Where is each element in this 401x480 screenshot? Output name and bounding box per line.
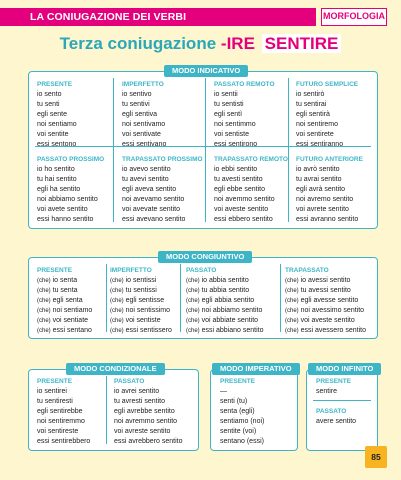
verb-form <box>214 100 275 110</box>
indicativo-tense-column <box>122 80 166 151</box>
verb-form <box>122 130 166 140</box>
verb-form-text: tu avrai sentito <box>296 176 342 184</box>
verb-form-text: essi hanno sentito <box>37 216 94 224</box>
verb-form-text: egli sentiva <box>122 111 158 119</box>
verb-form <box>296 175 363 185</box>
verb-form <box>37 437 90 447</box>
verb-form-text: voi avreste sentito <box>114 428 171 436</box>
verb-form-text: egli ebbe sentito <box>214 186 265 194</box>
tense-heading: FUTURO ANTERIORE <box>296 156 363 163</box>
condizionale-tense-column <box>37 377 90 448</box>
verb-form-text: tu avessi sentito <box>300 287 351 295</box>
verb-form-text: voi sentiste <box>214 131 250 139</box>
verb-form <box>214 120 275 130</box>
verb-form-text: voi sentiate <box>52 317 89 325</box>
congiuntivo-tense-column <box>186 266 264 337</box>
verb-form <box>214 165 288 175</box>
verb-form-text: noi sentimmo <box>214 121 256 129</box>
verb-form <box>110 276 172 286</box>
indicativo-divider-v3 <box>288 78 289 222</box>
verb-form-text: voi avevate sentito <box>122 206 180 214</box>
verb-form-text: io sentissi <box>125 277 157 284</box>
tense-heading: PRESENTE <box>37 378 73 385</box>
verb-form <box>37 110 77 120</box>
verb-form-text: noi abbiamo sentito <box>201 307 263 315</box>
verb-form-text: io avevo sentito <box>122 166 171 173</box>
verb-form <box>186 306 264 316</box>
verb-form-text: tu hai sentito <box>37 176 77 184</box>
verb-form <box>37 100 77 110</box>
indicativo-tag: MODO INDICATIVO <box>164 65 248 77</box>
verb-form <box>214 110 275 120</box>
che-prefix: (che) <box>285 278 299 284</box>
tense-heading: PASSATO <box>114 378 145 385</box>
verb-form <box>122 90 166 100</box>
verb-form-text: io avrò sentito <box>296 166 340 173</box>
verb-form-text: voi abbiate sentito <box>201 317 259 325</box>
verb-form-text: io sento <box>37 91 62 98</box>
verb-form <box>296 205 363 215</box>
title-verb: SENTIRE <box>262 34 342 53</box>
indicativo-divider-v2 <box>205 78 206 222</box>
tense-heading: IMPERFETTO <box>110 267 152 274</box>
verb-form <box>122 100 166 110</box>
verb-form-text: essi avessero sentito <box>300 327 366 335</box>
indicativo-tense-column <box>37 155 104 226</box>
verb-form-text: tu avresti sentito <box>114 398 165 406</box>
che-prefix: (che) <box>110 298 124 305</box>
verb-form <box>220 407 264 417</box>
verb-form-text: essi sentirebbero <box>37 438 91 446</box>
verb-form <box>220 417 264 427</box>
verb-form <box>186 296 264 306</box>
verb-form <box>285 286 366 296</box>
congiuntivo-divider-v1 <box>106 264 107 332</box>
condizionale-tense-column <box>114 377 182 448</box>
verb-form <box>110 316 172 326</box>
verb-form-text: voi sentivate <box>122 131 161 139</box>
verb-form <box>37 120 77 130</box>
che-prefix: (che) <box>186 308 200 315</box>
verb-form-text: tu sentivi <box>122 101 150 109</box>
verb-form-text: tu senti <box>37 101 60 109</box>
indicativo-tense-column <box>37 80 77 151</box>
verb-form-text: noi sentiremo <box>296 121 339 129</box>
verb-form-text: essi abbiano sentito <box>201 327 264 335</box>
verb-form <box>186 316 264 326</box>
tense-heading: PASSATO <box>316 408 347 415</box>
imperativo-tense-column <box>220 377 264 448</box>
congiuntivo-divider-v3 <box>280 264 281 332</box>
che-prefix: (che) <box>37 328 51 335</box>
title-ending: -IRE <box>220 34 255 53</box>
che-prefix: (che) <box>285 288 299 295</box>
verb-form <box>37 205 104 215</box>
che-prefix: (che) <box>186 278 200 284</box>
verb-form <box>296 130 358 140</box>
verb-form <box>296 165 363 175</box>
verb-form <box>122 110 166 120</box>
infinito-divider-h <box>313 400 371 401</box>
verb-form <box>122 175 203 185</box>
verb-form <box>122 215 203 225</box>
congiuntivo-divider-v2 <box>180 264 181 332</box>
verb-form <box>37 387 90 397</box>
verb-form <box>316 387 351 397</box>
che-prefix: (che) <box>110 278 124 284</box>
verb-form-text: essi sentono <box>37 141 77 149</box>
verb-form-text: tu abbia sentito <box>201 287 250 295</box>
title-main: Terza coniugazione <box>59 34 217 53</box>
verb-form <box>37 286 92 296</box>
verb-form-text: sentire <box>316 388 338 395</box>
che-prefix: (che) <box>285 318 299 325</box>
che-prefix: (che) <box>110 328 124 335</box>
verb-form <box>37 427 90 437</box>
verb-form-text: voi avete sentito <box>37 206 88 214</box>
page-number: 85 <box>365 446 387 468</box>
verb-form-text: noi sentiamo <box>37 121 77 129</box>
verb-form <box>214 195 288 205</box>
verb-form <box>220 387 264 397</box>
verb-form-text: egli sentisse <box>125 297 165 305</box>
verb-form <box>37 326 92 336</box>
verb-form <box>122 185 203 195</box>
verb-form-text: io sentirò <box>296 91 325 98</box>
tense-heading: IMPERFETTO <box>122 81 164 88</box>
che-prefix: (che) <box>186 318 200 325</box>
verb-form-text: egli avesse sentito <box>300 297 359 305</box>
verb-form-text: avere sentito <box>316 418 357 425</box>
verb-form <box>285 316 366 326</box>
verb-form <box>37 195 104 205</box>
verb-form-text: egli ha sentito <box>37 186 81 194</box>
verb-form-text: noi avemmo sentito <box>214 196 275 204</box>
tense-heading: FUTURO SEMPLICE <box>296 81 359 88</box>
tense-heading: PASSATO PROSSIMO <box>37 156 105 163</box>
verb-form <box>285 296 366 306</box>
verb-form <box>296 185 363 195</box>
verb-form <box>296 110 358 120</box>
verb-form <box>296 90 358 100</box>
verb-form <box>37 407 90 417</box>
indicativo-tense-column <box>214 80 275 151</box>
verb-form <box>37 306 92 316</box>
verb-form <box>110 286 172 296</box>
che-prefix: (che) <box>37 278 51 284</box>
che-prefix: (che) <box>110 318 124 325</box>
verb-form <box>37 417 90 427</box>
verb-form <box>37 175 104 185</box>
verb-form-text: essi avevano sentito <box>122 216 186 224</box>
verb-form <box>285 326 366 336</box>
verb-form-text: sentano (essi) <box>220 438 264 446</box>
verb-form <box>214 215 288 225</box>
verb-form-text: voi sentirete <box>296 131 334 139</box>
verb-form <box>110 326 172 336</box>
che-prefix: (che) <box>37 308 51 315</box>
verb-form-text: noi sentissimo <box>125 307 170 315</box>
verb-form <box>296 100 358 110</box>
verb-form-text: noi sentiremmo <box>37 418 85 426</box>
section-badge: MORFOLOGIA <box>321 8 387 26</box>
verb-form <box>114 427 182 437</box>
verb-form-text: egli senta <box>52 297 83 305</box>
verb-form-text: essi sentirono <box>214 141 258 149</box>
verb-form <box>122 195 203 205</box>
condizionale-tag: MODO CONDIZIONALE <box>66 363 165 375</box>
verb-form <box>114 437 182 447</box>
verb-form <box>114 417 182 427</box>
tense-heading: PASSATO REMOTO <box>214 81 275 88</box>
tense-heading: PASSATO <box>186 267 217 274</box>
verb-form-text: egli sente <box>37 111 67 119</box>
verb-form-text: io ho sentito <box>37 166 75 173</box>
imperativo-tag: MODO IMPERATIVO <box>212 363 300 375</box>
verb-form-text: noi avevamo sentito <box>122 196 185 204</box>
tense-heading: PRESENTE <box>37 267 73 274</box>
verb-form <box>122 120 166 130</box>
verb-form-text: io sentivo <box>122 91 152 98</box>
verb-form-text: essi sentano <box>52 327 92 335</box>
congiuntivo-tense-column <box>285 266 366 337</box>
verb-form-text: io ebbi sentito <box>214 166 258 173</box>
verb-form <box>296 215 363 225</box>
verb-form-text: io abbia sentito <box>201 277 249 284</box>
verb-form <box>110 306 172 316</box>
verb-form-text: noi sentiamo <box>52 307 93 315</box>
che-prefix: (che) <box>110 308 124 315</box>
verb-form <box>122 140 166 150</box>
verb-form <box>114 407 182 417</box>
verb-form <box>214 175 288 185</box>
verb-form <box>37 397 90 407</box>
verb-form-text: essi avrebbero sentito <box>114 438 183 446</box>
verb-form <box>37 90 77 100</box>
tense-heading: PRESENTE <box>316 378 352 385</box>
tense-heading: PRESENTE <box>37 81 73 88</box>
verb-form <box>316 417 356 427</box>
verb-form-text: voi aveste sentito <box>214 206 269 214</box>
verb-form <box>37 296 92 306</box>
verb-form-text: — <box>220 388 227 395</box>
indicativo-tense-column <box>296 80 358 151</box>
indicativo-divider-v1 <box>113 78 114 222</box>
verb-form-text: noi avessimo sentito <box>300 307 365 315</box>
verb-form <box>122 165 203 175</box>
verb-form <box>37 316 92 326</box>
congiuntivo-tag: MODO CONGIUNTIVO <box>158 251 252 263</box>
verb-form-text: senta (egli) <box>220 408 255 416</box>
verb-form-text: noi abbiamo sentito <box>37 196 98 204</box>
verb-form-text: essi sentiranno <box>296 141 344 149</box>
verb-form <box>285 276 366 286</box>
verb-form-text: sentite (voi) <box>220 428 257 436</box>
verb-form-text: io avrei sentito <box>114 388 160 395</box>
verb-form <box>220 437 264 447</box>
verb-form-text: egli avrà sentito <box>296 186 346 194</box>
verb-form-text: egli sentirebbe <box>37 408 83 416</box>
verb-form-text: egli sentì <box>214 111 243 119</box>
verb-form-text: essi sentissero <box>125 327 172 335</box>
verb-form-text: voi avrete sentito <box>296 206 349 214</box>
infinito-tense-column <box>316 377 351 397</box>
verb-form <box>214 90 275 100</box>
infinito-tag: MODO INFINITO <box>308 363 381 375</box>
verb-form <box>214 185 288 195</box>
condizionale-divider-v <box>106 376 107 444</box>
top-bar <box>0 8 401 26</box>
che-prefix: (che) <box>37 298 51 305</box>
che-prefix: (che) <box>37 318 51 325</box>
verb-form-text: essi sentivano <box>122 141 167 149</box>
congiuntivo-tense-column <box>110 266 172 337</box>
verb-form <box>122 205 203 215</box>
verb-form-text: egli sentirà <box>296 111 330 119</box>
che-prefix: (che) <box>186 298 200 305</box>
verb-form-text: io avessi sentito <box>300 277 351 284</box>
verb-form-text: io sentirei <box>37 388 67 395</box>
verb-form-text: noi avremo sentito <box>296 196 354 204</box>
verb-form <box>296 140 358 150</box>
verb-form-text: tu sentiresti <box>37 398 73 406</box>
verb-form <box>220 397 264 407</box>
che-prefix: (che) <box>186 288 200 295</box>
verb-form <box>114 387 182 397</box>
congiuntivo-tense-column <box>37 266 92 337</box>
verb-form-text: egli avrebbe sentito <box>114 408 175 416</box>
indicativo-tense-column <box>122 155 203 226</box>
verb-form-text: voi aveste sentito <box>300 317 355 325</box>
verb-form <box>220 427 264 437</box>
verb-form <box>214 205 288 215</box>
che-prefix: (che) <box>285 308 299 315</box>
verb-form-text: tu sentissi <box>125 287 157 295</box>
verb-form <box>37 276 92 286</box>
infinito-tense-column <box>316 407 356 427</box>
indicativo-tense-column <box>296 155 363 226</box>
verb-form <box>296 120 358 130</box>
verb-form <box>37 215 104 225</box>
verb-form-text: voi sentireste <box>37 428 79 436</box>
che-prefix: (che) <box>285 298 299 305</box>
che-prefix: (che) <box>110 288 124 295</box>
page-title <box>0 34 401 54</box>
verb-form-text: tu sentirai <box>296 101 327 109</box>
verb-form-text: essi avranno sentito <box>296 216 359 224</box>
verb-form-text: essi ebbero sentito <box>214 216 273 224</box>
verb-form-text: io senta <box>52 277 78 284</box>
verb-form <box>186 286 264 296</box>
tense-heading: PRESENTE <box>220 378 256 385</box>
verb-form <box>214 140 275 150</box>
tense-heading: TRAPASSATO PROSSIMO <box>122 156 203 163</box>
verb-form <box>37 165 104 175</box>
verb-form-text: egli abbia sentito <box>201 297 255 305</box>
verb-form <box>285 306 366 316</box>
verb-form-text: noi sentivamo <box>122 121 166 129</box>
verb-form <box>110 296 172 306</box>
section-title: LA CONIUGAZIONE DEI VERBI <box>0 8 316 26</box>
verb-form-text: tu senta <box>52 287 78 295</box>
tense-heading: TRAPASSATO <box>285 267 329 274</box>
verb-form <box>186 326 264 336</box>
indicativo-tense-column <box>214 155 288 226</box>
verb-form-text: voi sentiste <box>125 317 161 325</box>
che-prefix: (che) <box>186 328 200 335</box>
verb-form <box>37 185 104 195</box>
verb-form-text: voi sentite <box>37 131 69 139</box>
verb-form-text: io sentii <box>214 91 238 98</box>
che-prefix: (che) <box>285 328 299 335</box>
verb-form <box>37 140 77 150</box>
verb-form-text: tu sentisti <box>214 101 244 109</box>
verb-form-text: sentiamo (noi) <box>220 418 265 426</box>
verb-form-text: egli aveva sentito <box>122 186 177 194</box>
verb-form <box>296 195 363 205</box>
che-prefix: (che) <box>37 288 51 295</box>
verb-form-text: noi avremmo sentito <box>114 418 178 426</box>
verb-form <box>114 397 182 407</box>
verb-form-text: tu avevi sentito <box>122 176 169 184</box>
tense-heading: TRAPASSATO REMOTO <box>214 156 288 163</box>
verb-form-text: tu avesti sentito <box>214 176 263 184</box>
verb-form <box>37 130 77 140</box>
verb-form <box>186 276 264 286</box>
verb-form <box>214 130 275 140</box>
verb-form-text: senti (tu) <box>220 398 248 406</box>
